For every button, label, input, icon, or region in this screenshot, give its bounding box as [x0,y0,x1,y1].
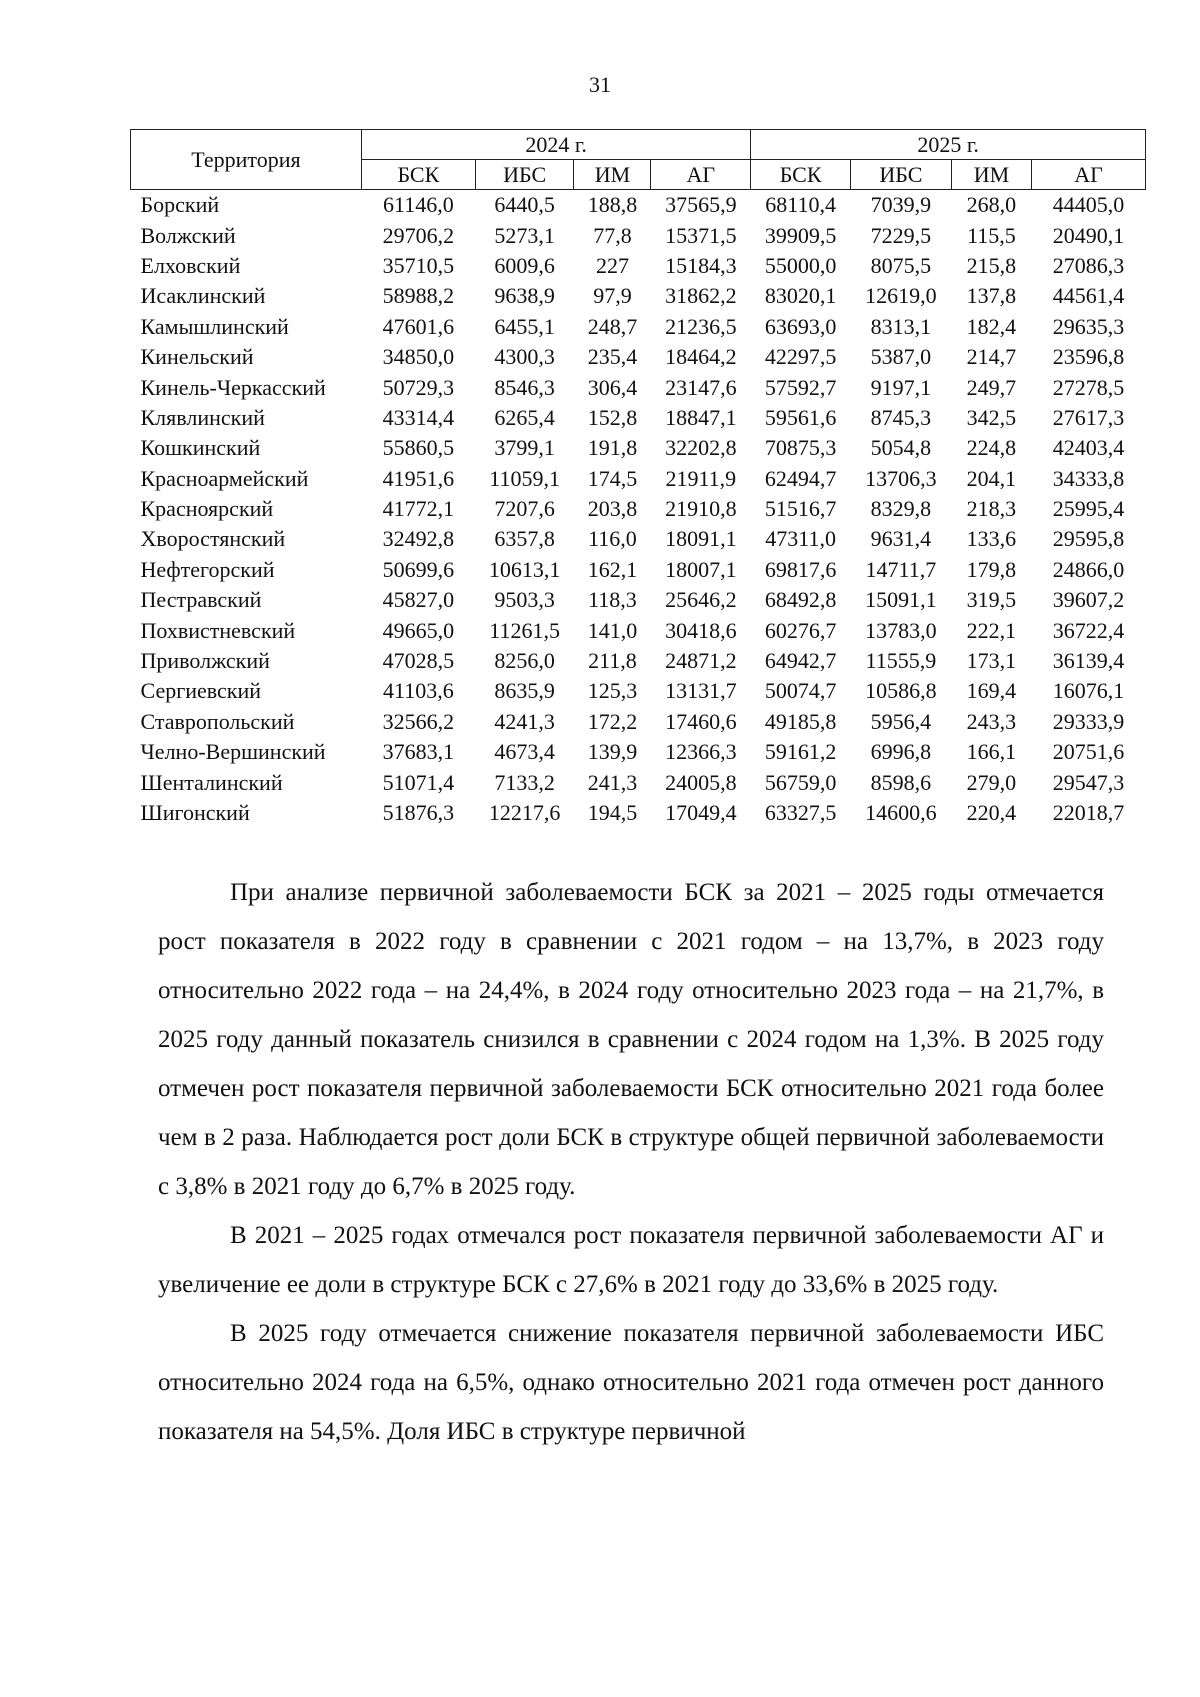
table-cell: 214,7 [966,344,1017,370]
table-cell: 68492,8 [764,587,837,613]
table-cell: 13131,7 [665,678,737,704]
table-cell: 50699,6 [382,556,455,582]
table-cell: 59561,6 [764,404,837,430]
table-cell: 6455,1 [494,313,555,339]
table-cell: 7133,2 [494,769,555,795]
table-cell: 194,5 [587,800,638,825]
table-cell: 29706,2 [382,222,455,248]
table-cell: 59161,2 [764,739,837,765]
table-cell: 15184,3 [665,252,737,278]
table-cell: 56759,0 [764,769,837,795]
table-cell: 8635,9 [494,678,555,704]
table-cell: 342,5 [966,404,1017,430]
table-cell: 268,0 [966,192,1017,218]
table-cell: 23147,6 [665,374,737,400]
table-cell: 8256,0 [494,648,555,674]
table-cell: 9638,9 [494,283,555,309]
table-cell: 13783,0 [865,617,937,643]
paragraph: В 2025 году отмечается снижение показателя первичной заболеваемости ИБС относительно 2024 года на 6,5%, однако относительно 2021 года отмечен рост данного показателя на 54,5%. Доля ИБС в структуре первичной [158,1320,1104,1445]
table-cell: 32492,8 [382,526,455,552]
table-cell: 227 [595,252,629,278]
table-cell: 17049,4 [665,800,737,825]
table-cell: 10613,1 [488,556,561,582]
territory-name: Пестравский [140,587,262,613]
table-cell: 51516,7 [764,496,837,522]
table-cell: 248,7 [587,313,638,339]
table-cell: 36139,4 [1052,648,1125,674]
table-cell: 32202,8 [665,435,737,461]
table-cell: 27278,5 [1052,374,1125,400]
table-cell: 37565,9 [665,192,737,218]
table-cell: 279,0 [966,769,1017,795]
table-cell: 24871,2 [665,648,737,674]
table-cell: 203,8 [587,496,638,522]
table-row [131,737,1146,767]
table-cell: 41951,6 [382,465,455,491]
table-cell: 21236,5 [665,313,737,339]
table-cell: 42297,5 [764,344,837,370]
table-cell: 58988,2 [382,283,455,309]
table-cell: 63327,5 [764,800,837,825]
table-cell: 15371,5 [665,222,737,248]
table-cell: 188,8 [587,192,638,218]
table-cell: 29635,3 [1052,313,1125,339]
table-cell: 4241,3 [494,708,555,734]
table-cell: 118,3 [588,587,637,613]
table-cell: 22018,7 [1052,800,1125,825]
table-cell: 62494,7 [764,465,837,491]
table-cell: 47028,5 [382,648,455,674]
table-row [131,342,1146,372]
table-cell: 14711,7 [865,556,937,582]
table-cell: 8598,6 [870,769,932,795]
table-cell: 70875,3 [764,435,837,461]
table-cell: 25646,2 [665,587,737,613]
territory-name: Похвистневский [140,617,296,643]
table-cell: 6357,8 [494,526,555,552]
table-cell: 211,8 [588,648,637,674]
table-cell: 60276,7 [764,617,837,643]
table-cell: 243,3 [966,708,1017,734]
table-cell: 8313,1 [870,313,932,339]
table-cell: 14600,6 [865,800,937,825]
table-row [131,433,1146,463]
table-cell: 16076,1 [1052,678,1125,704]
table-cell: 36722,4 [1052,617,1125,643]
subheader-bsk-2024: БСК [361,160,475,190]
table-cell: 152,8 [587,404,638,430]
table-cell: 191,8 [587,435,638,461]
table-cell: 9197,1 [870,374,932,400]
territory-name: Кошкинский [140,435,261,461]
table-cell: 44561,4 [1052,283,1125,309]
table-cell: 18007,1 [665,556,737,582]
subheader-ibs-2025: ИБС [850,160,951,190]
table-row [131,403,1146,433]
table-cell: 18464,2 [665,344,737,370]
table-cell: 20490,1 [1052,222,1125,248]
table-cell: 29547,3 [1052,769,1125,795]
year-header-2024: 2024 г. [361,130,750,160]
table-cell: 97,9 [593,283,632,309]
table-row [131,585,1146,615]
table-cell: 27086,3 [1052,252,1125,278]
table-row [131,190,1146,221]
table-cell: 10586,8 [865,678,937,704]
table-cell: 218,3 [966,496,1017,522]
table-cell: 17460,6 [665,708,737,734]
table-cell: 6009,6 [494,252,555,278]
table-cell: 172,2 [587,708,638,734]
table-cell: 37683,1 [382,739,455,765]
table-cell: 34333,8 [1052,465,1125,491]
table-cell: 215,8 [966,252,1017,278]
table-cell: 39909,5 [764,222,837,248]
table-cell: 162,1 [587,556,638,582]
table-cell: 57592,7 [764,374,837,400]
territory-name: Хворостянский [140,526,286,552]
subheader-ibs-2024: ИБС [475,160,574,190]
table-cell: 30418,6 [665,617,737,643]
table-cell: 5387,0 [870,344,932,370]
table-cell: 6265,4 [494,404,555,430]
territory-name: Волжский [140,222,236,248]
table-cell: 11555,9 [865,648,937,674]
subheader-bsk-2025: БСК [751,160,851,190]
table-cell: 12366,3 [665,739,737,765]
territory-name: Камышлинский [140,313,289,339]
table-cell: 27617,3 [1052,404,1125,430]
territory-name: Красноярский [140,496,274,522]
table-cell: 23596,8 [1052,344,1125,370]
territory-name: Сергиевский [140,678,262,704]
table-cell: 139,9 [587,739,638,765]
subheader-im-2024: ИМ [574,160,651,190]
table-row [131,767,1146,797]
territory-name: Красноармейский [140,465,309,491]
table-cell: 49665,0 [382,617,455,643]
table-cell: 116,0 [588,526,637,552]
table-cell: 115,5 [967,222,1016,248]
territory-name: Приволжский [140,648,270,674]
table-cell: 7229,5 [870,222,932,248]
table-cell: 5956,4 [870,708,932,734]
table-cell: 51071,4 [382,769,455,795]
table-cell: 9503,3 [494,587,555,613]
table-cell: 220,4 [966,800,1017,825]
table-cell: 41103,6 [383,678,454,704]
table-cell: 13706,3 [865,465,937,491]
table-row [131,555,1146,585]
table-cell: 55000,0 [764,252,837,278]
table-cell: 319,5 [966,587,1017,613]
territory-header: Территория [131,130,362,190]
table-cell: 11261,5 [489,617,560,643]
table-cell: 169,4 [966,678,1017,704]
table-cell: 4300,3 [494,344,555,370]
table-cell: 34850,0 [382,344,455,370]
table-cell: 18091,1 [665,526,737,552]
table-row [131,281,1146,311]
table-cell: 29595,8 [1052,526,1125,552]
table-row [131,646,1146,676]
table-cell: 11059,1 [489,465,560,491]
table-cell: 8546,3 [494,374,555,400]
table-cell: 64942,7 [764,648,837,674]
territory-name: Шенталинский [140,769,283,795]
table-cell: 61146,0 [383,192,454,218]
table-cell: 174,5 [587,465,638,491]
table-cell: 32566,2 [382,708,455,734]
page-number: 31 [589,72,611,97]
table-cell: 69817,6 [764,556,837,582]
table-cell: 18847,1 [665,404,737,430]
table-cell: 204,1 [966,465,1017,491]
table-row [131,312,1146,342]
table-cell: 133,6 [966,526,1017,552]
table-cell: 29333,9 [1052,708,1125,734]
table-row [131,707,1146,737]
territory-name: Кинельский [140,344,254,370]
territory-name: Ставропольский [140,708,295,734]
table-cell: 141,0 [587,617,638,643]
table-cell: 15091,1 [865,587,937,613]
table-cell: 49185,8 [764,708,837,734]
subheader-ag-2025: АГ [1032,160,1146,190]
table-cell: 63693,0 [764,313,837,339]
table-cell: 173,1 [966,648,1017,674]
table-cell: 249,7 [966,374,1017,400]
table-cell: 7039,9 [870,192,932,218]
table-cell: 35710,5 [382,252,455,278]
table-cell: 45827,0 [382,587,455,613]
table-cell: 47311,0 [765,526,836,552]
table-cell: 12217,6 [488,800,561,825]
table-row [131,615,1146,645]
table-cell: 6440,5 [494,192,555,218]
table-cell: 50074,7 [764,678,837,704]
table-cell: 137,8 [966,283,1017,309]
territory-name: Шигонский [140,800,250,825]
table-row [131,494,1146,524]
table-cell: 12619,0 [865,283,937,309]
paragraph: При анализе первичной заболеваемости БСК за 2021 – 2025 годы отмечается рост показателя в 2022 году в сравнении с 2021 годом – на 13,7%, в 2023 году относительно 2022 года – на 24,4%, в 2024 году относительно 2023 года – на 21,7%, в 2025 году данный показатель снизился в сравнении с 2024 годом на 1,3%. В 2025 году отмечен рост показателя первичной заболеваемости БСК относительно 2021 года более чем в 2 раза. Наблюдается рост доли БСК в структуре общей первичной заболеваемости с 3,8% в 2021 году до 6,7% в 2025 году. [158,879,1104,1200]
table-cell: 55860,5 [382,435,455,461]
table-cell: 9631,4 [870,526,932,552]
table-body [131,190,1146,829]
table-row [131,220,1146,250]
table-cell: 24866,0 [1052,556,1125,582]
table-cell: 241,3 [587,769,638,795]
table-cell: 20751,6 [1052,739,1125,765]
table-cell: 8745,3 [870,404,932,430]
table-cell: 306,4 [587,374,638,400]
table-cell: 39607,2 [1052,587,1125,613]
table-cell: 44405,0 [1052,192,1125,218]
table-cell: 50729,3 [382,374,455,400]
territory-name: Елховский [140,252,241,278]
table-row [131,372,1146,402]
table-cell: 179,8 [966,556,1017,582]
table-cell: 4673,4 [494,739,555,765]
table-cell: 68110,4 [765,192,836,218]
table-row [131,798,1146,828]
territory-name: Борский [140,192,220,218]
paragraph: В 2021 – 2025 годах отмечался рост показателя первичной заболеваемости АГ и увеличение ее доли в структуре БСК с 27,6% в 2021 году до 33,6% в 2025 году. [158,1222,1104,1298]
incidence-table [130,129,1146,828]
table-cell: 51876,3 [382,800,455,825]
subheader-ag-2024: АГ [651,160,751,190]
table-cell: 3799,1 [494,435,555,461]
table-cell: 235,4 [587,344,638,370]
table-cell: 8075,5 [870,252,932,278]
table-row [131,464,1146,494]
table-header-row-years [131,130,1146,160]
table-cell: 7207,6 [494,496,555,522]
table-cell: 25995,4 [1052,496,1125,522]
table-cell: 224,8 [966,435,1017,461]
table-cell: 83020,1 [764,283,837,309]
table-cell: 42403,4 [1052,435,1125,461]
table-cell: 8329,8 [870,496,932,522]
table-cell: 77,8 [593,222,632,248]
territory-name: Нефтегорский [140,556,275,582]
table-cell: 5273,1 [494,222,555,248]
table-cell: 125,3 [587,678,638,704]
table-cell: 182,4 [966,313,1017,339]
table-row [131,524,1146,554]
table-cell: 222,1 [966,617,1017,643]
table-cell: 166,1 [966,739,1017,765]
table-row [131,676,1146,706]
table-cell: 47601,6 [382,313,455,339]
table-row [131,251,1146,281]
body-text [158,868,1104,1456]
table-cell: 5054,8 [870,435,932,461]
territory-name: Кинель-Черкасский [140,374,326,400]
table-cell: 21910,8 [665,496,737,522]
table-cell: 24005,8 [665,769,737,795]
table-cell: 43314,4 [382,404,455,430]
year-header-2025: 2025 г. [751,130,1146,160]
table-cell: 6996,8 [870,739,932,765]
territory-name: Исаклинский [140,283,266,309]
subheader-im-2025: ИМ [951,160,1031,190]
table-cell: 41772,1 [382,496,455,522]
table-cell: 31862,2 [665,283,737,309]
table-cell: 21911,9 [665,465,737,491]
territory-name: Клявлинский [140,404,265,430]
territory-name: Челно-Вершинский [140,739,326,765]
